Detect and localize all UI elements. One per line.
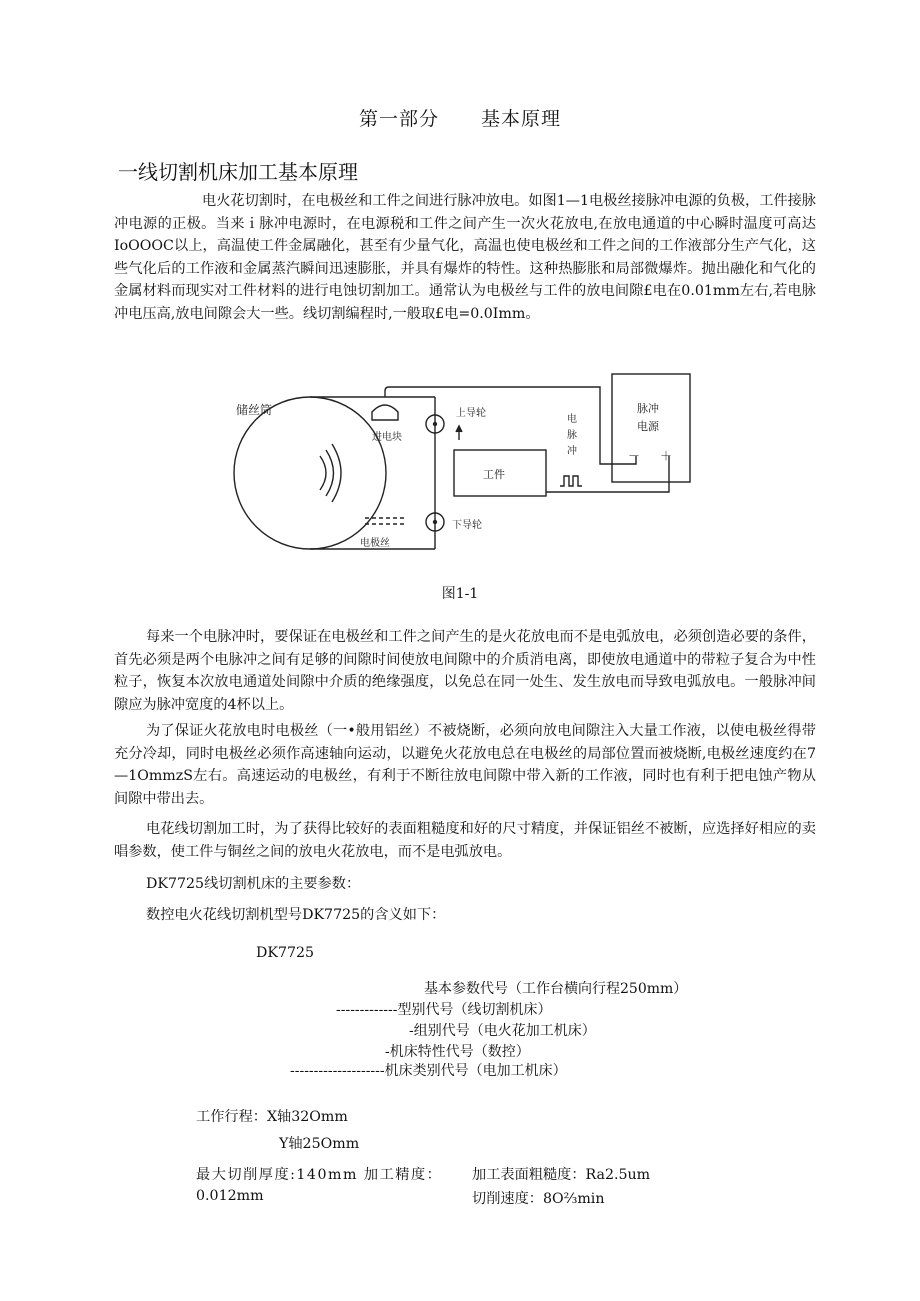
paragraph-pulse: 每来一个电脉冲时，要保证在电极丝和工件之间产生的是火花放电而不是电弧放电，必须创造必要的条件，首先必须是两个电脉冲之间有足够的间隙时间使放电间隙中的介质消电离，即使放电通道中的带粒子复合为中性粒子，恢复本次放电通道处间隙中介质的绝缘强度，以免总在同一处生、发生放电而导致电弧放电。一般脉冲间隙应为脉冲宽度的4杯以上。 xyxy=(114,629,816,713)
code-line: --------------------机床类别代号（电加工机床） xyxy=(290,1063,567,1079)
workpiece-label: 工件 xyxy=(483,468,505,481)
wire-label: 电极丝 xyxy=(360,538,390,549)
svg-text:脉: 脉 xyxy=(567,430,577,441)
drum-label: 储丝筒 xyxy=(236,403,273,417)
travel-y: Y轴25Omm xyxy=(279,1136,360,1152)
paragraph-intro: 电火花切割时，在电极丝和工件之间进行脉冲放电。如图1—1电极丝接脉冲电源的负极，工件接脉冲电源的正极。当来ｉ脉冲电源时，在电源税和工件之间产生一次火花放电,在放电通道的中心瞬时温度可高达IoOOOC以上，高温使工件金属融化，甚至有少量气化，高温也使电极丝和工件之间的工作液部分生产气化，这些气化后的工作液和金属蒸汽瞬间迅速膨胀，并具有爆炸的特性。这种热膨胀和局部微爆炸。抛出融化和气化的金属材料而现实对工件材料的进行电蚀切割加工。通常认为电极丝与工件的放电间隙£电在0.01mm左右,若电脉冲电压高,放电间隙会大一些。线切割编程时,一般取£电=0.0Imm。 xyxy=(114,193,816,322)
svg-text:电: 电 xyxy=(567,414,577,425)
feed-block-icon xyxy=(372,405,398,420)
code-line: -组别代号（电火花加工机床） xyxy=(409,1023,596,1039)
page-title xyxy=(0,104,920,131)
paragraph-process: 电花线切割加工时，为了获得比较好的表面粗糙度和好的尺寸精度，并保证铝丝不被断，应选择好相应的卖唱参数，使工件与铜丝之间的放电火花放电，而不是电弧放电。 xyxy=(114,821,816,860)
model-intro: 数控电火花线切割机型号DK7725的含义如下： xyxy=(146,907,446,923)
title-part: 第一部分 xyxy=(358,108,439,130)
svg-text:冲: 冲 xyxy=(567,446,577,457)
title-text: 基本原理 xyxy=(481,108,562,130)
code-line: 基本参数代号（工作台横向行程250mm） xyxy=(424,981,688,997)
power-label-2: 电源 xyxy=(637,420,659,433)
paragraph-coolant: 为了保证火花放电时电极丝（一•般用铝丝）不被烧断，必须向放电间隙注入大量工作液，以使电极丝得带充分冷却，同时电极丝必须作高速轴向运动，以避免火花放电总在电极丝的局部位置而被烧断,电极丝速度约在7—1OmmzS左右。高速运动的电极丝，有利于不断往放电间隙中带入新的工作液，同时也有利于把电蚀产物从间隙中带出去。 xyxy=(114,723,816,807)
max-cut-thickness: 最大切削厚度:140mm 加工精度： xyxy=(196,1167,443,1183)
plus-terminal: ＋ xyxy=(660,449,673,463)
upward-arrow-icon xyxy=(456,426,462,440)
cutting-speed: 切削速度：8O⅔min xyxy=(472,1191,605,1207)
wire-cut-diagram xyxy=(200,368,700,558)
pulse-waveform-icon xyxy=(560,476,582,486)
params-intro: DK7725线切割机床的主要参数： xyxy=(146,876,361,892)
minus-terminal: － xyxy=(628,449,641,463)
precision-value: 0.012mm xyxy=(196,1188,264,1204)
code-line: -机床特性代号（数控） xyxy=(385,1044,530,1060)
section-heading: 一线切割机床加工基本原理 xyxy=(118,160,358,184)
power-label-1: 脉冲 xyxy=(637,402,659,415)
surface-roughness: 加工表面粗糙度：Ra2.5um xyxy=(472,1167,651,1183)
feed-block-label: 进电块 xyxy=(372,432,402,443)
lower-guide-label: 下导轮 xyxy=(452,520,482,531)
code-line: -------------型别代号（线切割机床） xyxy=(336,1002,552,1018)
drum-icon xyxy=(234,397,386,549)
figure-caption: 图1-1 xyxy=(441,586,479,602)
model-number: DK7725 xyxy=(256,945,315,961)
upper-guide-label: 上导轮 xyxy=(456,408,486,419)
pulse-label xyxy=(567,412,577,457)
travel-x: 工作行程：X轴32Omm xyxy=(196,1109,348,1125)
